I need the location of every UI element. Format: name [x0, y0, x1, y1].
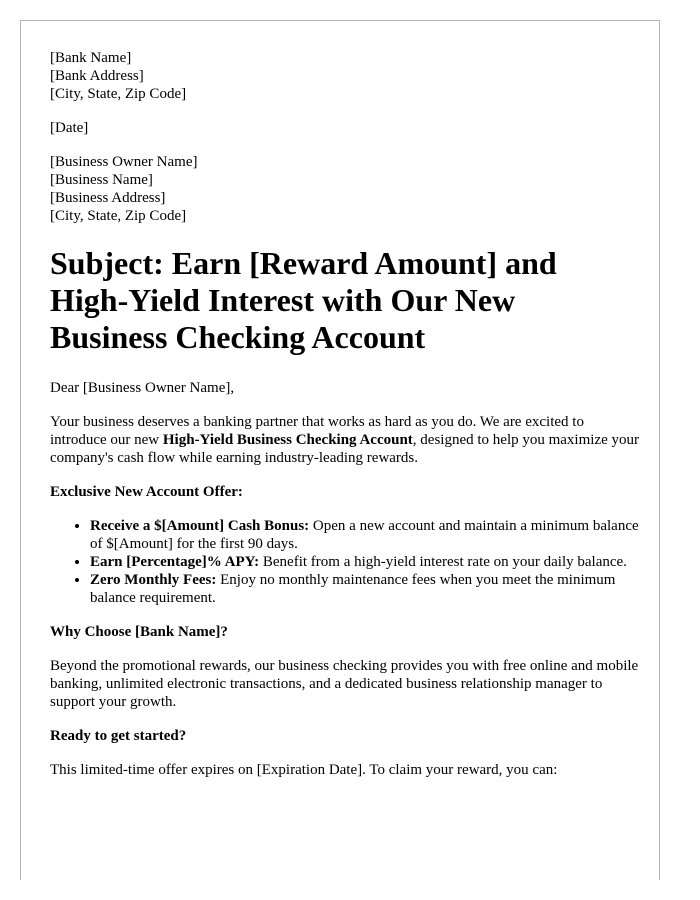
- recipient-owner-name: [Business Owner Name]: [50, 154, 198, 170]
- bank-address-block: [50, 49, 640, 103]
- letter-page: [20, 20, 660, 880]
- ready-heading: Ready to get started?: [50, 728, 187, 744]
- recipient-business-address: [Business Address]: [50, 190, 166, 206]
- date-line: [50, 119, 640, 137]
- subject-heading: Subject: Earn [Reward Amount] and High-Yield Interest with Our New Business Checking Account: [50, 245, 557, 355]
- bank-city-state-zip: [City, State, Zip Code]: [50, 86, 187, 102]
- spacer: [50, 103, 640, 119]
- offer-item-apy: [90, 553, 640, 571]
- offer-item-zero-fees: [90, 571, 640, 607]
- offer-item-cash-bonus: [90, 517, 640, 553]
- intro-text-end: , designed to help you maximize your company's cash flow while earning industry-leading rewards.: [50, 432, 639, 466]
- closing-paragraph: This limited-time offer expires on [Expiration Date]. To claim your reward, you can:: [50, 762, 558, 778]
- intro-paragraph: [50, 413, 640, 467]
- why-paragraph: Beyond the promotional rewards, our business checking provides you with free online and mobile banking, unlimited electronic transactions, and a dedicated business relationship manager to support your growth.: [50, 658, 639, 710]
- spacer: [50, 137, 640, 153]
- offer-text: Open a new account and maintain a minimum balance of $[Amount] for the first 90 days.: [90, 518, 639, 552]
- intro-text-start: Your business deserves a banking partner that works as hard as you do. We are excited to introduce our new: [50, 414, 584, 448]
- bank-name: [Bank Name]: [50, 50, 132, 66]
- offer-list: [50, 517, 640, 607]
- recipient-business-name: [Business Name]: [50, 172, 153, 188]
- account-name-highlight: High-Yield Business Checking Account: [162, 432, 413, 448]
- bank-address: [Bank Address]: [50, 68, 144, 84]
- recipient-address-block: [50, 153, 640, 225]
- salutation: Dear [Business Owner Name],: [50, 380, 235, 396]
- offer-heading: Exclusive New Account Offer:: [50, 484, 243, 500]
- offer-text: Enjoy no monthly maintenance fees when you meet the minimum balance requirement.: [90, 572, 616, 606]
- offer-title: Zero Monthly Fees:: [90, 572, 217, 588]
- letter-content: [50, 49, 640, 795]
- offer-title: Earn [Percentage]% APY:: [90, 554, 260, 570]
- letter-date: [Date]: [50, 120, 89, 136]
- offer-text: Benefit from a high-yield interest rate on your daily balance.: [259, 554, 627, 570]
- why-heading: Why Choose [Bank Name]?: [50, 624, 228, 640]
- offer-title: Receive a $[Amount] Cash Bonus:: [90, 518, 310, 534]
- recipient-city-state-zip: [City, State, Zip Code]: [50, 208, 187, 224]
